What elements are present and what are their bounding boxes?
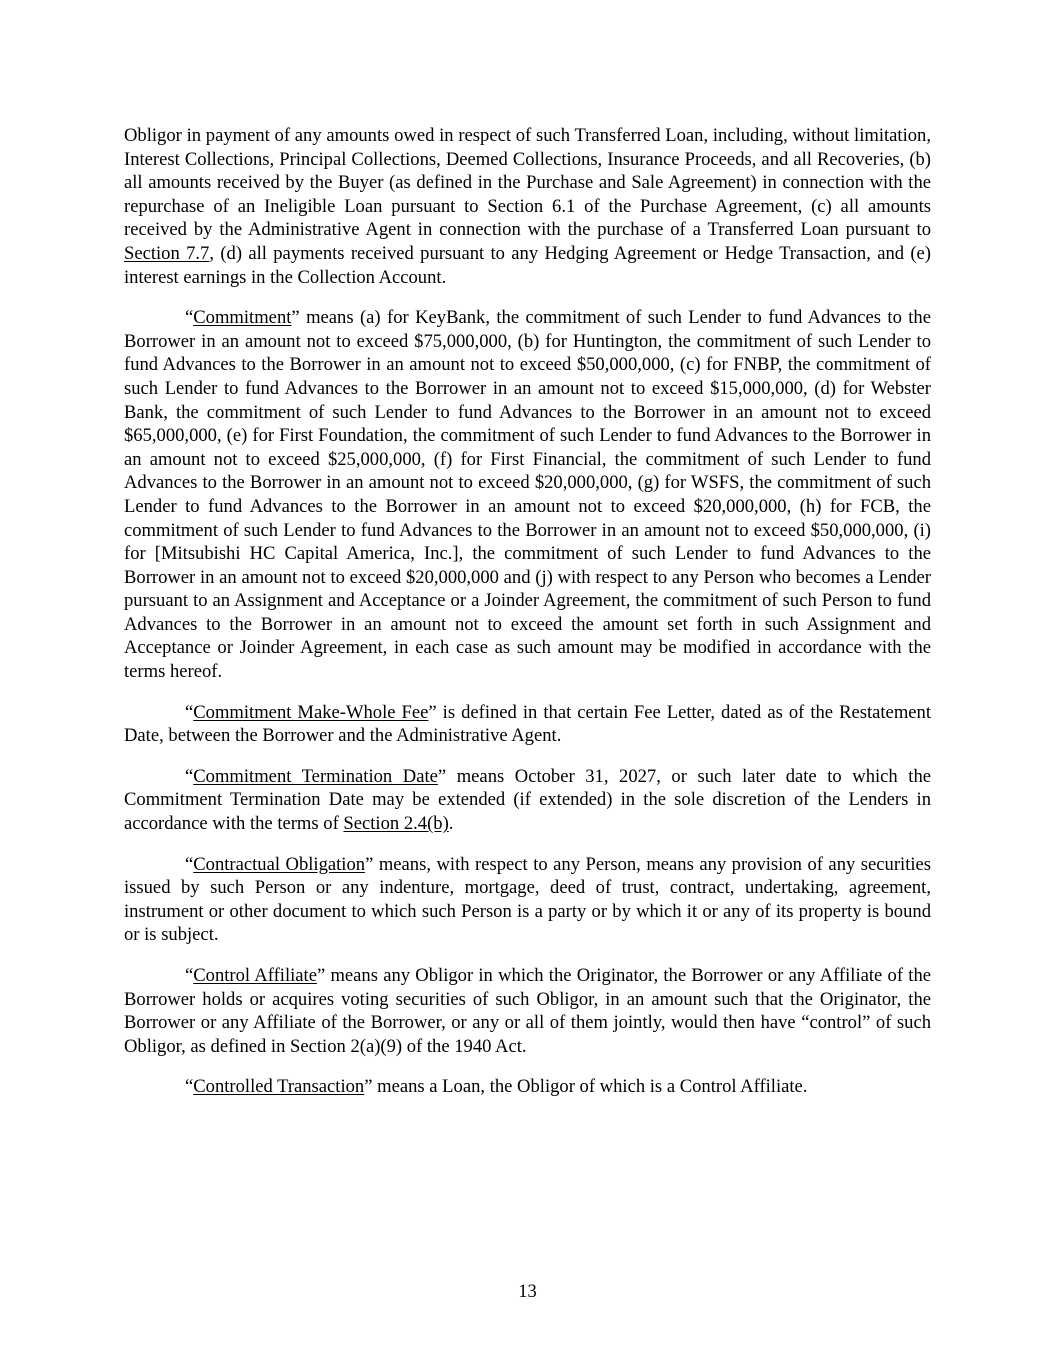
open-quote: “ — [185, 853, 194, 875]
defined-term: Controlled Transaction — [193, 1076, 365, 1098]
definition-commitment — [124, 306, 931, 684]
definition-text: ” is defined in that certain Fee Letter, dated as of the Restatement Date, between the Borrower and the Administrative Agent. — [124, 701, 931, 747]
open-quote: “ — [185, 307, 194, 329]
definition-text: ” means October 31, 2027, or such later date to which the Commitment Termination Date may be extended (if extended) in the sole discretion of the Lenders in accordance with the terms of — [124, 765, 931, 835]
paragraph-continued — [124, 124, 931, 289]
section-reference: Section 2.4(b) — [343, 813, 449, 835]
paragraph-text: Obligor in payment of any amounts owed in respect of such Transferred Loan, including, without limitation, Interest Collections, Principal Collections, Deemed Collections, Insurance Proceeds, and all Recoveries, (b) all amounts received by the Buyer (as defined in the Purchase and Sale Agreement) in connection with the repurchase of an Ineligible Loan pursuant to Section 6.1 of the Purchase Agreement, (c) all amounts received by the Administrative Agent in connection with the purchase of a Transferred Loan pursuant to — [124, 125, 931, 241]
open-quote: “ — [185, 1076, 194, 1098]
defined-term: Commitment Make-Whole Fee — [193, 701, 429, 723]
definition-text: ” means any Obligor in which the Originator, the Borrower or any Affiliate of the Borrower holds or acquires voting securities of such Obligor, in an amount such that the Originator, the Borrower or any Affiliate of the Borrower, or any or all of them jointly, would then have “control” of such Obligor, as defined in Section 2(a)(9) of the 1940 Act. — [124, 965, 931, 1057]
open-quote: “ — [185, 701, 194, 723]
definition-control-affiliate — [124, 964, 931, 1058]
page-number: 13 — [518, 1281, 537, 1302]
definition-text: . — [448, 813, 454, 835]
section-reference: Section 7.7 — [124, 242, 210, 264]
open-quote: “ — [185, 965, 194, 986]
document-page — [124, 124, 931, 1116]
definition-commitment-termination-date — [124, 765, 931, 836]
defined-term: Commitment — [193, 307, 292, 329]
definition-text: ” means, with respect to any Person, means any provision of any securities issued by such Person or any indenture, mortgage, deed of trust, contract, undertaking, agreement, instrument or other document to which such Person is a party or by which it or any of its property is bound or is subject. — [124, 853, 932, 946]
defined-term: Contractual Obligation — [193, 853, 366, 875]
defined-term: Control Affiliate — [193, 965, 317, 986]
definition-text: ” means (a) for KeyBank, the commitment of such Lender to fund Advances to the Borrower in an amount not to exceed $75,000,000, (b) for Huntington, the commitment of such Lender to fund Advances to the Borrower in an amount not to exceed $50,000,000, (c) for FNBP, the commitment of such Lender to fund Advances to the Borrower in an amount not to exceed $15,000,000, (d) for Webster Bank, the commitment of such Lender to fund Advances to the Borrower in an amount not to exceed $65,000,000, (e) for First Foundation, the commitment of such Lender to fund Advances to the Borrower in an amount not to exceed $25,000,000, (f) for First Financial, the commitment of such Lender to fund Advances to the Borrower in an amount not to exceed $20,000,000, (g) for WSFS, the commitment of such Lender to fund Advances to the Borrower in an amount not to exceed $20,000,000, (h) for FCB, the commitment of such Lender to fund Advances to the Borrower in an amount not to exceed $50,000,000, (i) for [Mitsubishi HC Capital America, Inc.], the commitment of such Lender to fund Advances to the Borrower in an amount not to exceed $20,000,000 and (j) with respect to any Person who becomes a Lender pursuant to an Assignment and Acceptance or a Joinder Agreement, the commitment of such Person to fund Advances to the Borrower in an amount not to exceed the amount set forth in such Assignment and Acceptance or Joinder Agreement, in each case as such amount may be modified in accordance with the terms hereof. — [124, 307, 931, 683]
definition-contractual-obligation — [124, 853, 931, 947]
definition-text: ” means a Loan, the Obligor of which is a Control Affiliate. — [364, 1076, 808, 1098]
definition-commitment-make-whole-fee — [124, 701, 931, 748]
paragraph-text: , (d) all payments received pursuant to any Hedging Agreement or Hedge Transaction, and (e) interest earnings in the Collection Account. — [124, 242, 932, 288]
open-quote: “ — [185, 765, 194, 787]
definition-controlled-transaction — [124, 1075, 931, 1099]
defined-term: Commitment Termination Date — [193, 765, 438, 787]
